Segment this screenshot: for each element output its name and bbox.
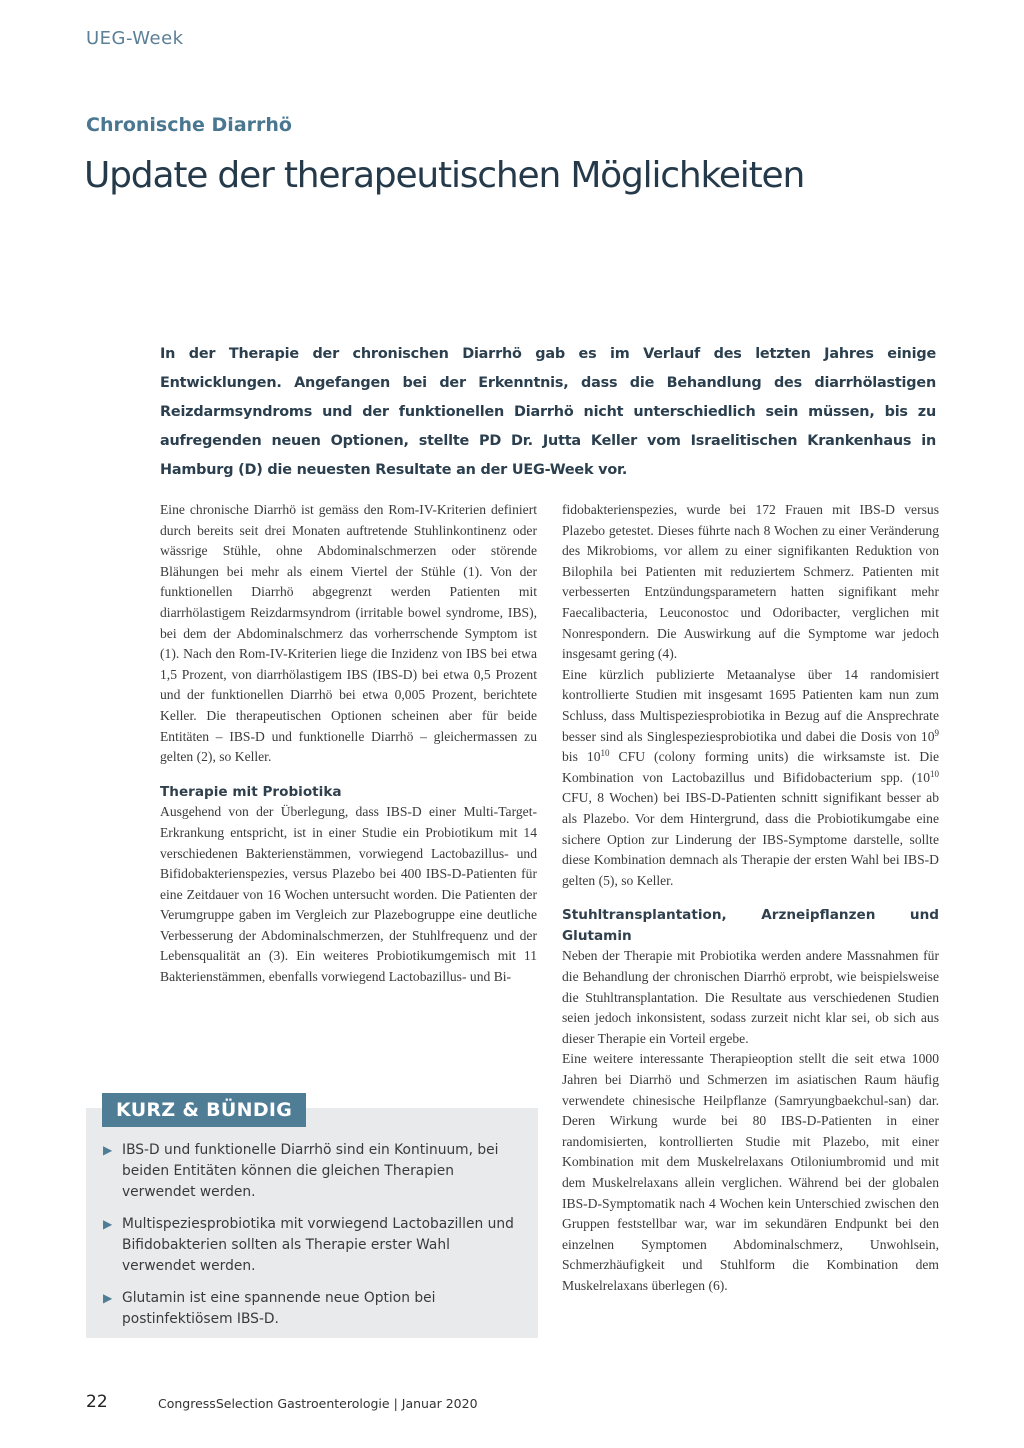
summary-item: ▶ Glutamin ist eine spannende neue Option bei postinfektiösem IBS-D. — [103, 1290, 436, 1327]
body-paragraph: Neben der Therapie mit Probiotika werden andere Massnahmen für die Behandlung der chronischen Diarrhö erprobt, wie beispielsweise die Stuhltransplantation. Die Resultate aus verschiedenen Studien seien jedoch inkonsistent, sodass zurzeit nicht klar sei, ob sich aus dieser Therapie ein Vorteil ergebe. — [562, 948, 939, 1046]
article-kicker: Chronische Diarrhö — [86, 114, 292, 136]
article-title: Update der therapeutischen Möglichkeiten — [84, 155, 805, 196]
summary-item: ▶ IBS-D und funktionelle Diarrhö sind ein Kontinuum, bei beiden Entitäten können die gleichen Therapien verwendet werden. — [103, 1142, 499, 1200]
body-paragraph: Eine weitere interessante Therapieoption stellt die seit etwa 1000 Jahren bei Diarrhö und Schmerzen im asiatischen Raum häufig verwendete chinesische Heilpflanze (Samryungbaekchul-san) dar. Deren Wirkung wurde bei 80 IBS-D-Patienten in einer randomisierten, kontrollierten Studie mit Plazebo, mit einer Kombination mit dem Muskelrelaxans Otiloniumbromid und mit dem Muskelrelaxans allein verglichen. Während bei der globalen IBS-D-Symptomatik nach 4 Wochen kein Unterschied zwischen den Gruppen feststellbar war, war im sekundären Endpunkt bei den einzelnen Symptomen Abdominalschmerz, Unwohlsein, Schmerzhäufigkeit und Stuhlform die Kombination dem Muskelrelaxans überlegen (6). — [562, 1051, 939, 1293]
subheading-stuhltransplantation: Stuhltransplantation, Arzneipflanzen und Glutamin — [562, 907, 939, 944]
body-paragraph-metaanalysis: Eine kürzlich publizierte Metaanalyse über 14 randomisiert kontrollierte Studien mit insgesamt 1695 Patienten kam nun zum Schluss, dass Multispeziesprobiotika in Bezug auf die Ansprechrate besser sind als Singlespeziesprobiotika und dabei die Dosis von $10^9$ bis $10^{10}$ CFU (colony forming units) die wirksamste ist. Die Kombination von Lactobazillus und Bifidobacterium spp. ($10^{10}$ CFU, 8 Wochen) bei IBS-D-Patienten schnitt signifikant besser ab als Plazebo. Vor dem Hintergrund, dass die Probiotikumgabe eine sichere Option zur Linderung der IBS-Symptome darstelle, sollte diese Kombination demnach als Therapie der ersten Wahl bei IBS-D gelten (5), so Keller. — [562, 666, 940, 888]
body-paragraph: Ausgehend von der Überlegung, dass IBS-D einer Multi-Target-Erkrankung entspricht, ist in einer Studie ein Probiotikum mit 14 verschiedenen Bakterienstämmen, vorwiegend Lactobazillus- und Bifidobakterienspezies, versus Plazebo bei 400 IBS-D-Patienten für eine Zeitdauer von 16 Wochen untersucht worden. Die Patienten der Verumgruppe gaben im Vergleich zur Plazebogruppe eine deutliche Verbesserung der Abdominalschmerzen, der Stuhlfrequenz und der Lebensqualität an (3). Ein weiteres Probiotikumgemisch mit 11 Bakterienstämmen, ebenfalls vorwiegend Lactobazillus- und Bi- — [160, 804, 537, 985]
lead-paragraph: In der Therapie der chronischen Diarrhö gab es im Verlauf des letzten Jahres einige Entwicklungen. Angefangen bei der Erkenntnis, dass die Behandlung des diarrhölastigen Reizdarmsyndroms und der funktionellen Diarrhö nicht unterschiedlich sein müssen, bis zu aufregenden neuen Optionen, stellte PD Dr. Jutta Keller vom Israelitischen Krankenhaus in Hamburg (D) die neuesten Resultate an der UEG-Week vor. — [160, 346, 936, 478]
summary-box — [86, 1108, 538, 1338]
left-column — [160, 500, 537, 988]
summary-box-title: KURZ & BÜNDIG — [102, 1093, 306, 1127]
publication-info: CongressSelection Gastroenterologie | Januar 2020 — [158, 1396, 478, 1411]
body-paragraph: fidobakterienspezies, wurde bei 172 Frauen mit IBS-D versus Plazebo getestet. Dieses führte nach 8 Wochen zu einer Veränderung des Mikrobioms, vor allem zu einer signifikanten Reduktion von Bilophila bei Patienten mit reduziertem Schmerz. Patienten mit verbesserten Entzündungsparametern hatten signifikant mehr Faecalibacteria, Leuconostoc und Odoribacter, verglichen mit Nonrespondern. Die Auswirkung auf die Symptome war jedoch insgesamt gering (4). — [562, 502, 939, 662]
triangle-right-icon: ▶ — [103, 1291, 113, 1305]
triangle-right-icon: ▶ — [103, 1143, 113, 1157]
triangle-right-icon: ▶ — [103, 1217, 113, 1231]
section-label: UEG-Week — [86, 28, 184, 49]
subheading-probiotika: Therapie mit Probiotika — [160, 783, 342, 800]
right-column — [562, 500, 939, 1297]
page-number: 22 — [86, 1392, 108, 1412]
summary-list — [103, 1140, 523, 1341]
summary-item: ▶ Multispeziesprobiotika mit vorwiegend Lactobazillen und Bifidobakterien sollten als Therapie erster Wahl verwendet werden. — [103, 1216, 514, 1274]
body-paragraph: Eine chronische Diarrhö ist gemäss den Rom-IV-Kriterien definiert durch bereits seit drei Monaten auftretende Stuhlinkontinenz oder wässrige Stühle, ohne Abdominalschmerzen oder störende Blähungen bei mehr als einem Viertel der Stühle (1). Von der funktionellen Diarrhö abgegrenzt werden Patienten mit diarrhölastigem Reizdarmsyndrom (irritable bowel syndrome, IBS), bei dem der Abdominalschmerz das vorherrschende Symptom ist (1). Nach den Rom-IV-Kriterien liege die Inzidenz von IBS bei etwa 1,5 Prozent, von diarrhölastigem IBS (IBS-D) bei etwa 0,5 Prozent und der funktionellen Diarrhö bei etwa 0,005 Prozent, berichtete Keller. Die therapeutischen Optionen scheinen aber für beide Entitäten – IBS-D und funktionelle Diarrhö – gleichermassen zu gelten (2), so Keller. — [160, 502, 537, 765]
